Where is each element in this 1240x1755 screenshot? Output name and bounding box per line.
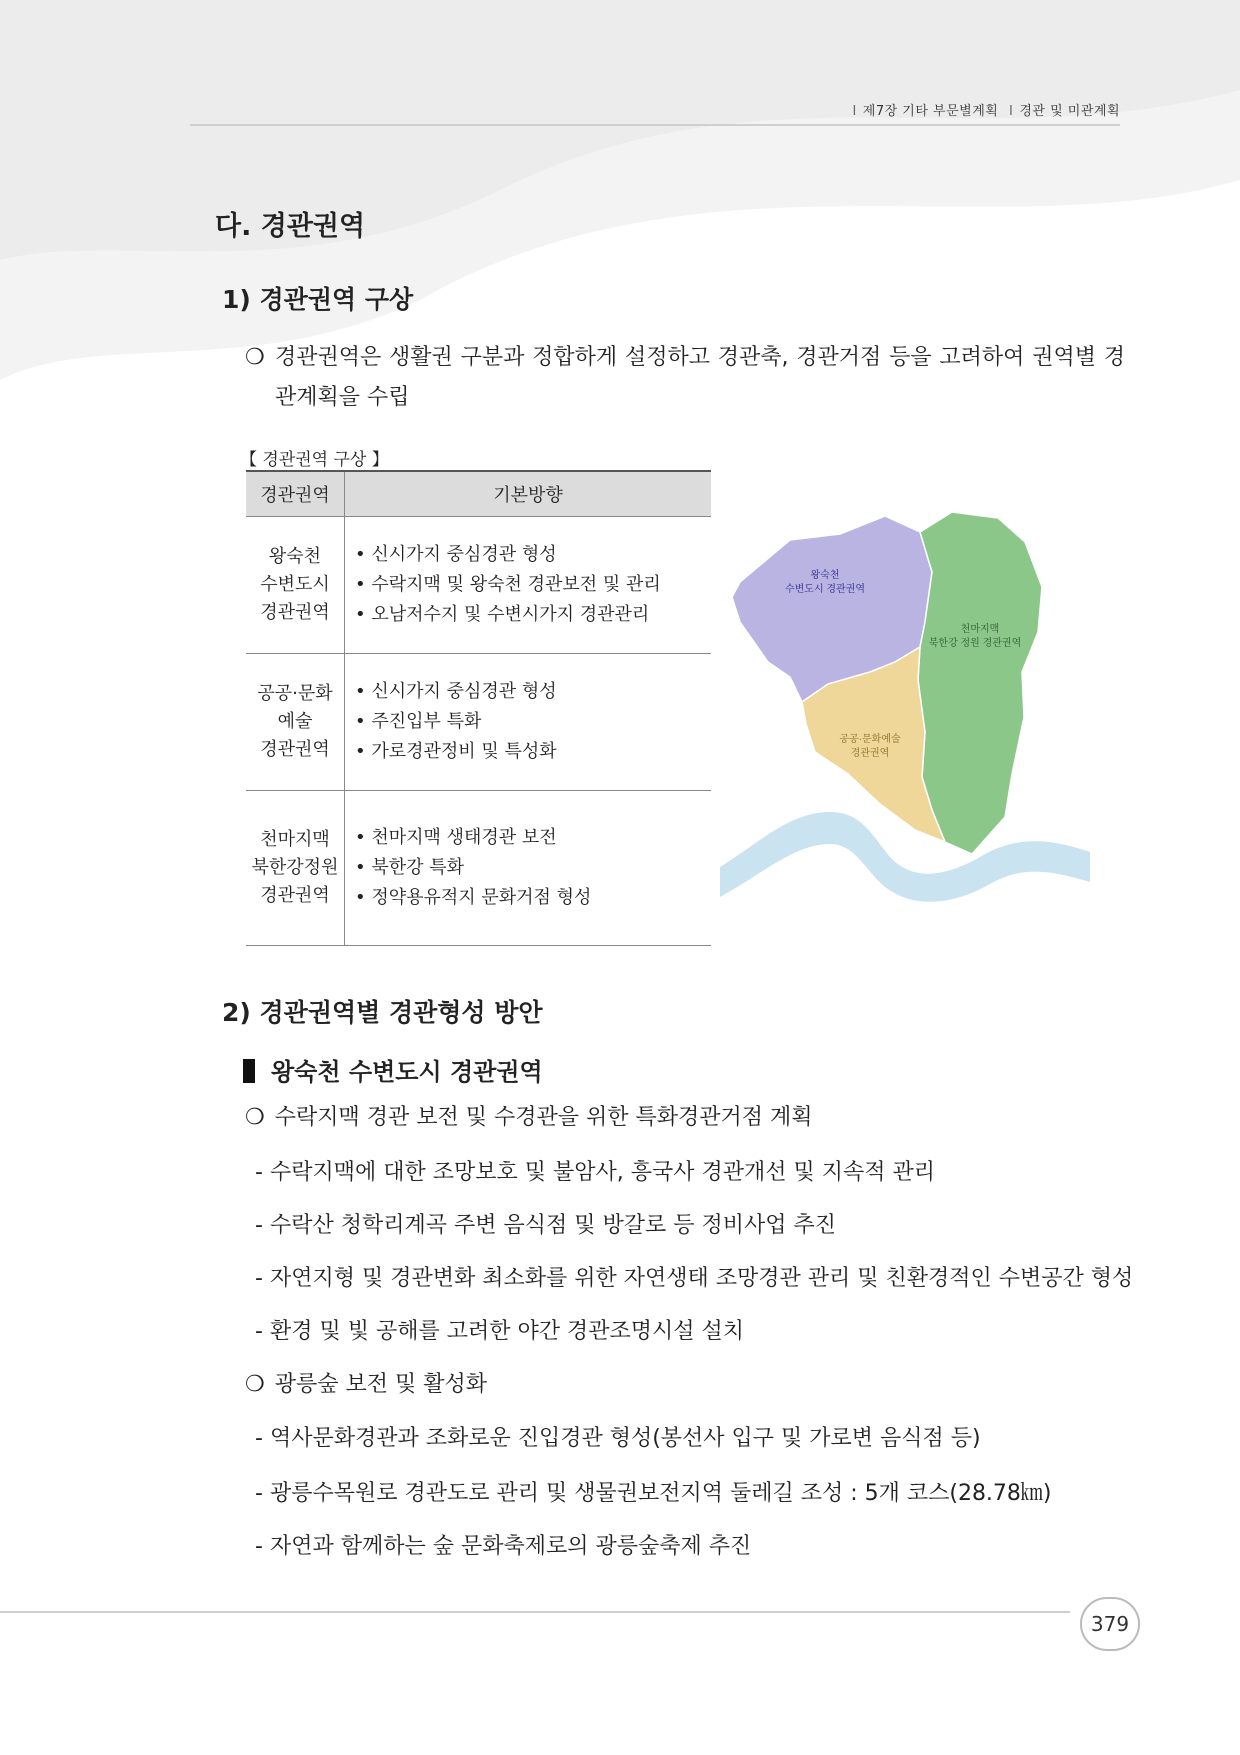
list-item	[255, 1529, 751, 1560]
table-row	[246, 791, 711, 946]
item-text: 광릉숲 보전 및 활성화	[274, 1372, 487, 1397]
zone-name	[246, 517, 345, 654]
subsection-title-1: 1) 경관권역 구상	[222, 285, 414, 314]
circle-bullet-icon: ❍	[245, 1105, 265, 1130]
footer-rule	[0, 1611, 1070, 1613]
table-row	[246, 654, 711, 791]
direction-item: • 가로경관정비 및 특성화	[355, 741, 557, 762]
header-rule	[190, 124, 1120, 126]
list-item	[255, 1155, 935, 1186]
zone-heading	[243, 1052, 543, 1087]
zone-name	[246, 791, 345, 946]
item-text: 자연지형 및 경관변화 최소화를 위한 자연생태 조망경관 관리 및 친환경적인 수변공간 형성	[269, 1266, 1134, 1291]
running-header: Ⅰ 제7장 기타 부문별계획 Ⅰ 경관 및 미관계획	[852, 104, 1120, 119]
zone-line: 공공·문화	[257, 683, 333, 704]
direction-item: • 수락지맥 및 왕숙천 경관보전 및 관리	[355, 574, 661, 595]
zone-east-area	[918, 512, 1042, 854]
item-text: 수락지맥 경관 보전 및 수경관을 위한 특화경관거점 계획	[274, 1105, 813, 1130]
item-text: 수락지맥에 대한 조망보호 및 불암사, 흥국사 경관개선 및 지속적 관리	[269, 1160, 935, 1185]
zone-line: 예술	[277, 711, 313, 732]
list-item	[245, 1100, 812, 1131]
dash-marker: -	[255, 1426, 263, 1451]
svg-text:왕숙천: 왕숙천	[810, 570, 840, 581]
table-caption: 【 경관권역 구상 】	[240, 450, 389, 470]
section-title: 다. 경관권역	[215, 211, 366, 242]
list-item	[245, 1367, 487, 1398]
direction-item: • 신시가지 중심경관 형성	[355, 681, 557, 702]
direction-item: • 북한강 특화	[355, 857, 465, 878]
chapter-label: 제7장 기타 부문별계획	[862, 104, 999, 119]
dash-marker: -	[255, 1534, 263, 1559]
dash-marker: -	[255, 1160, 263, 1185]
direction-item: • 신시가지 중심경관 형성	[355, 544, 557, 565]
zone-line: 경관권역	[260, 602, 330, 623]
zone-line: 수변도시	[260, 574, 330, 595]
list-item	[255, 1208, 836, 1239]
svg-text:북한강 정원 경관권역: 북한강 정원 경관권역	[928, 638, 1022, 649]
list-item	[255, 1476, 1052, 1507]
item-text: 역사문화경관과 조화로운 진입경관 형성(봉선사 입구 및 가로변 음식점 등)	[269, 1426, 981, 1451]
river-shape	[720, 812, 1090, 902]
item-text: 자연과 함께하는 숲 문화축제로의 광릉숲축제 추진	[269, 1534, 752, 1559]
intro-text: 경관권역은 생활권 구분과 정합하게 설정하고 경관축, 경관거점 등을 고려하여 권역별 경관계획을 수립	[275, 345, 1125, 410]
zone-line: 왕숙천	[268, 546, 322, 567]
item-text: 광릉수목원로 경관도로 관리 및 생물권보전지역 둘레길 조성 : 5개 코스(28.78㎞)	[269, 1481, 1052, 1506]
list-item	[255, 1261, 1133, 1292]
section-label: 경관 및 미관계획	[1019, 104, 1120, 119]
table-row	[246, 517, 711, 654]
circle-bullet-icon: ❍	[245, 345, 265, 370]
zone-name	[246, 654, 345, 791]
header-direction: 기본방향	[345, 471, 712, 517]
zone-plan-table	[246, 470, 711, 946]
zone-directions	[345, 517, 712, 654]
zone-line: 경관권역	[260, 885, 330, 906]
direction-item: • 천마지맥 생태경관 보전	[355, 827, 557, 848]
square-bullet-icon	[243, 1059, 255, 1083]
zone-line: 천마지맥	[260, 829, 330, 850]
intro-paragraph	[245, 338, 1125, 418]
page-number: 379	[1080, 1597, 1140, 1651]
zone-line: 북한강정원	[251, 857, 339, 878]
circle-bullet-icon: ❍	[245, 1372, 265, 1397]
zone-directions	[345, 791, 712, 946]
list-item	[255, 1421, 981, 1452]
svg-text:공공·문화예술: 공공·문화예술	[839, 734, 901, 745]
direction-item: • 정약용유적지 문화거점 형성	[355, 887, 592, 908]
svg-text:경관권역: 경관권역	[850, 748, 890, 759]
header-zone: 경관권역	[246, 471, 345, 517]
item-text: 환경 및 빛 공해를 고려한 야간 경관조명시설 설치	[269, 1319, 744, 1344]
dash-marker: -	[255, 1319, 263, 1344]
dash-marker: -	[255, 1266, 263, 1291]
zone-directions	[345, 654, 712, 791]
svg-text:수변도시 경관권역: 수변도시 경관권역	[784, 584, 866, 595]
dash-marker: -	[255, 1481, 263, 1506]
item-text: 수락산 청학리계곡 주변 음식점 및 방갈로 등 정비사업 추진	[269, 1213, 836, 1238]
list-item	[255, 1314, 744, 1345]
direction-item: • 주진입부 특화	[355, 711, 482, 732]
dash-marker: -	[255, 1213, 263, 1238]
zone-line: 경관권역	[260, 739, 330, 760]
zone-heading-text: 왕숙천 수변도시 경관권역	[271, 1058, 543, 1086]
subsection-title-2: 2) 경관권역별 경관형성 방안	[222, 998, 543, 1027]
direction-item: • 오남저수지 및 수변시가지 경관관리	[355, 604, 650, 625]
landscape-zone-map	[720, 512, 1090, 917]
svg-text:천마지맥: 천마지맥	[960, 624, 1000, 635]
